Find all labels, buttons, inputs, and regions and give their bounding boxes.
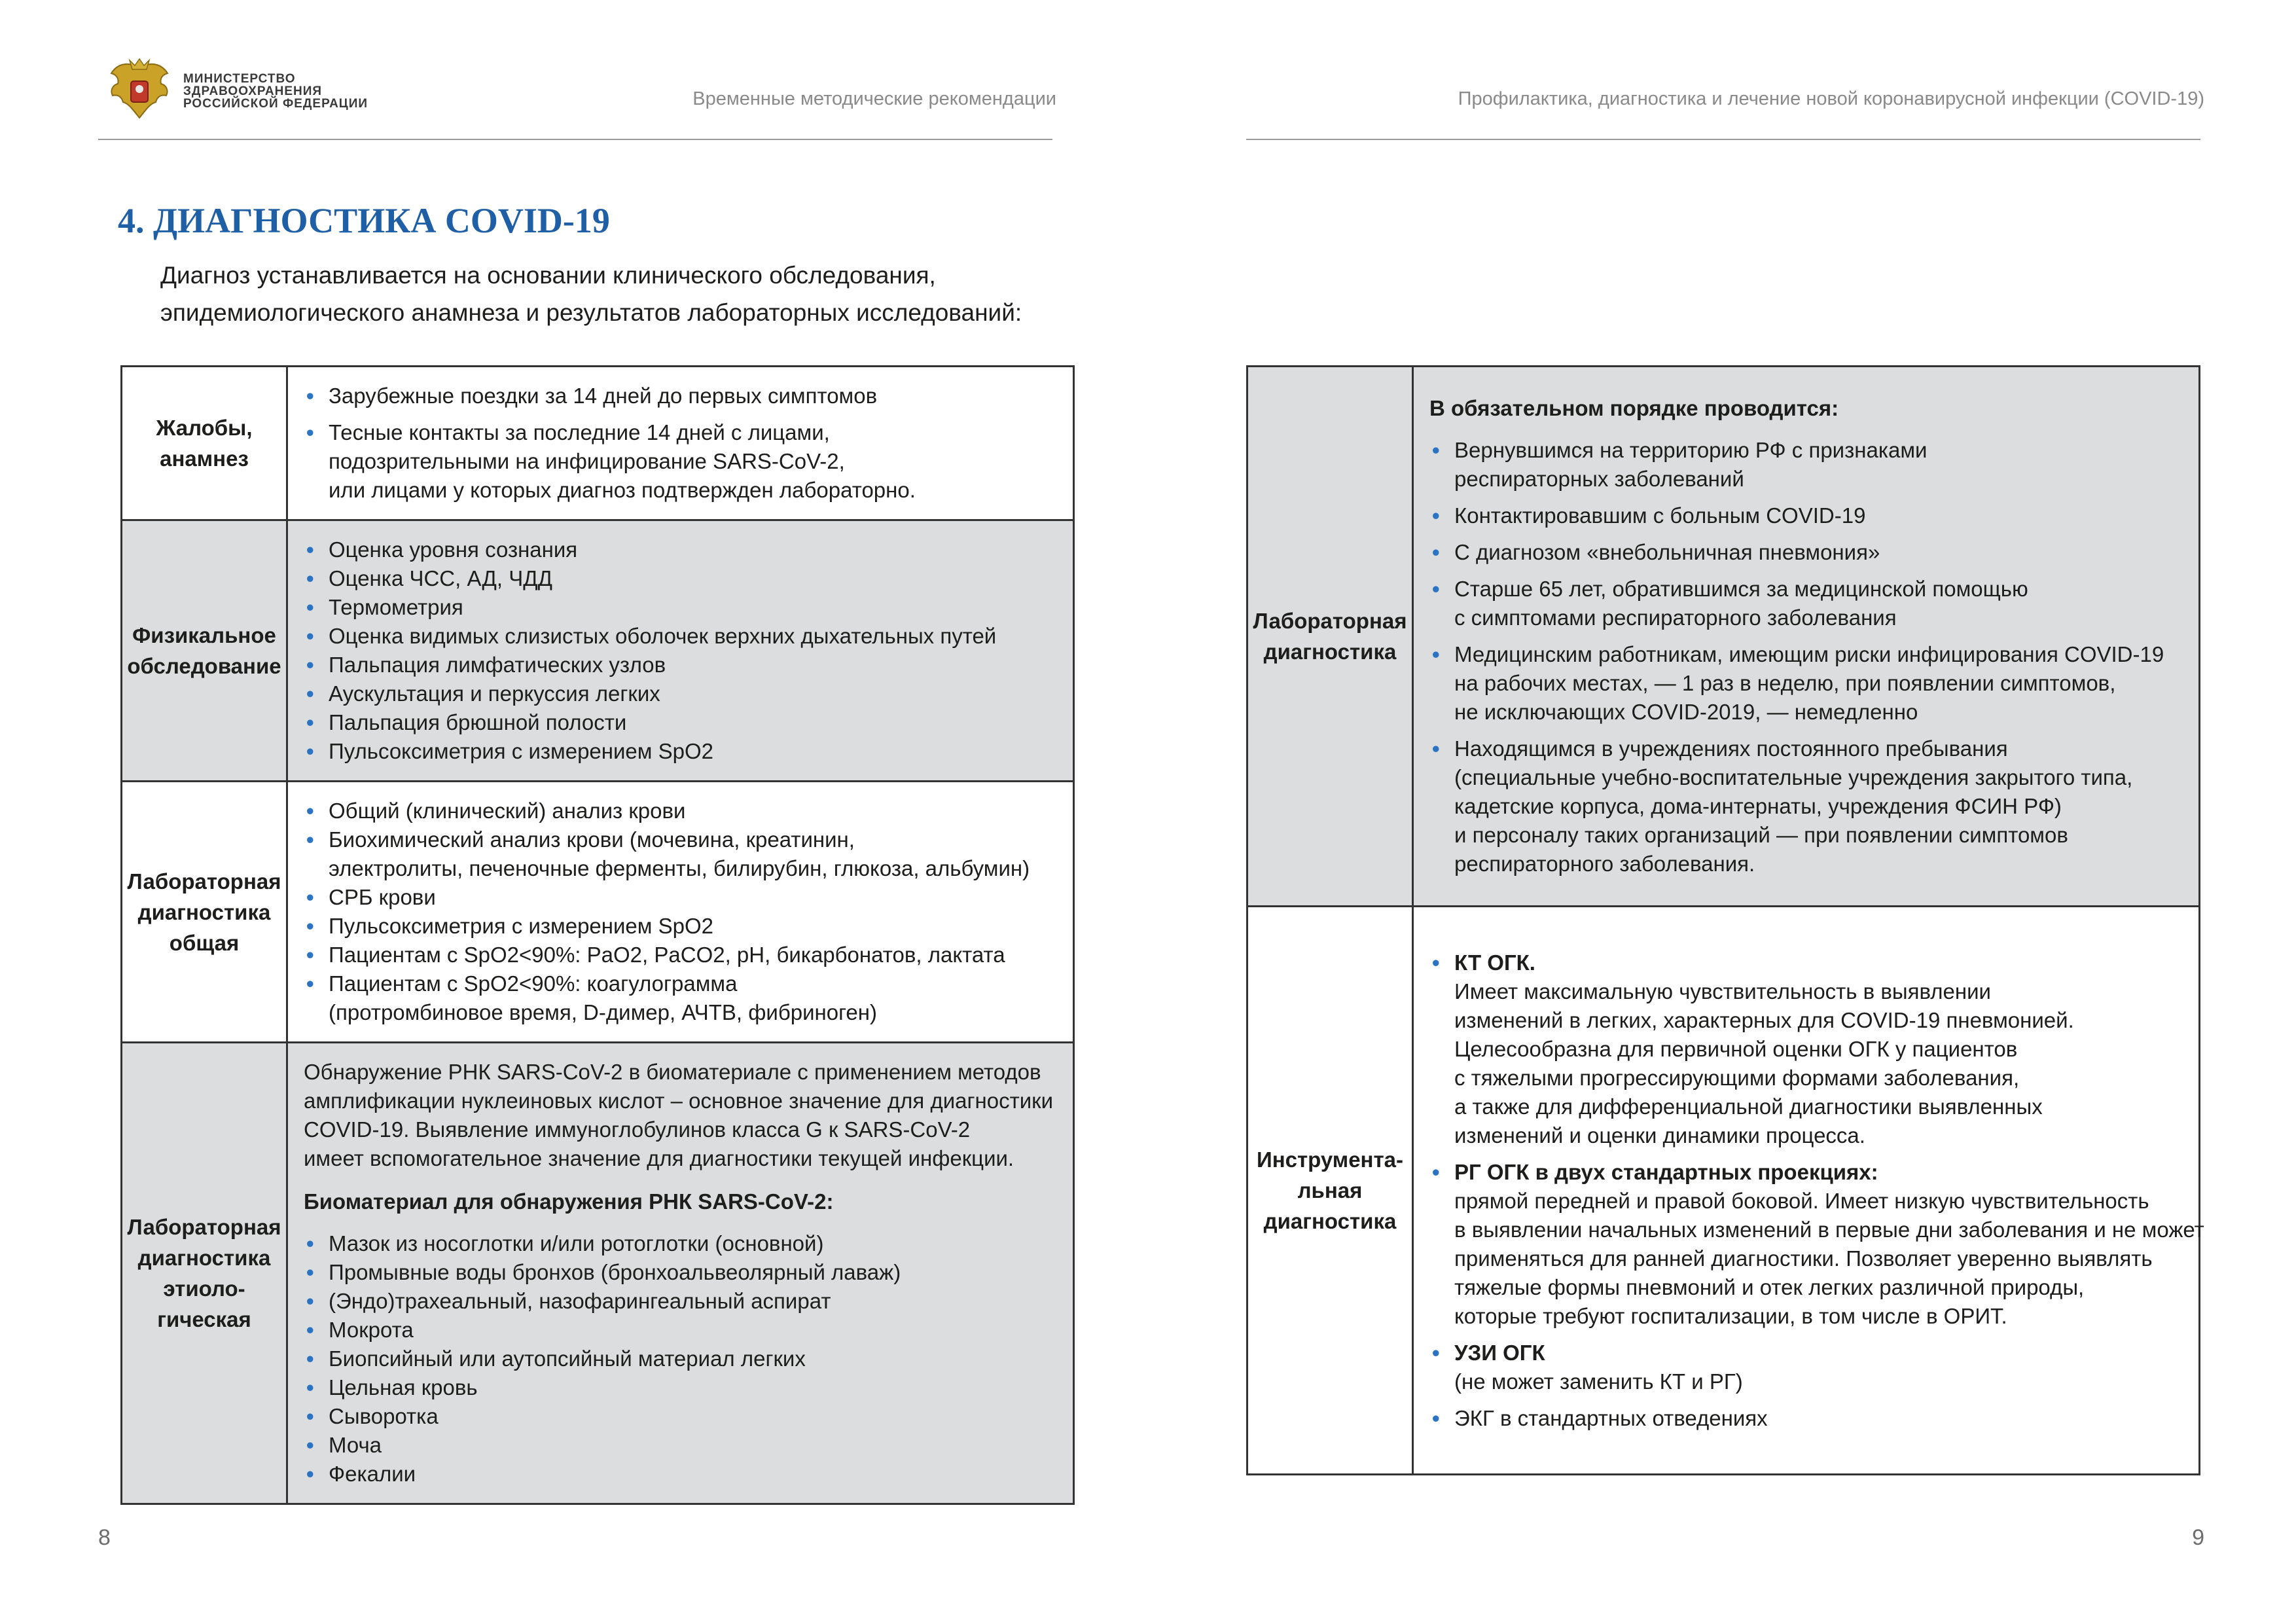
list-item [1429,640,2183,727]
label-line: льная [1297,1178,1363,1202]
item-line: • Зарубежные поездки за 14 дней до первых симптомов [329,384,878,408]
item-line: респираторных заболеваний [1454,467,1744,491]
intro-text [160,257,1022,331]
row-content [287,1043,1074,1504]
list-item [1429,575,2183,632]
item-line: с тяжелыми прогрессирующими формами заболевания, [1454,1065,2020,1090]
label-line: гическая [157,1307,251,1331]
item-line: кадетские корпуса, дома-интернаты, учреждения ФСИН РФ) [1454,794,2062,818]
item-line: (протромбиновое время, D-димер, АЧТВ, фибриноген) [329,1000,877,1024]
diagnostics-table-right [1246,365,2204,1475]
item-line: электролиты, печеночные ферменты, билирубин, глюкоза, альбумин) [329,856,1030,880]
running-head-right: Профилактика, диагностика и лечение новой коронавирусной инфекции (COVID-19) [1458,88,2204,109]
item-line: не исключающих COVID-2019, — немедленно [1454,700,1918,724]
item-line: и персоналу таких организаций — при появлении симптомов [1454,823,2068,847]
item-title: • УЗИ ОГК [1454,1340,1545,1365]
item-line: тяжелые формы пневмоний и отек легких различной природы, [1454,1274,2085,1299]
list-item: • (Эндо)трахеальный, назофарингеальный аспират [304,1287,1057,1316]
item-line: применяться для ранней диагностики. Позволяет уверенно выявлять [1454,1246,2153,1271]
list-item: • Оценка уровня сознания [304,535,1057,564]
item-title: • КТ ОГК. [1454,950,1535,975]
row-label [122,782,287,1043]
row-label [122,520,287,782]
item-line: • Пациентам с SpO2<90%: коагулограмма [329,971,738,996]
list-item: • Аускультация и перкуссия легких [304,679,1057,708]
paragraph-line: Обнаружение РНК SARS-CoV-2 в биоматериале с применением методов [304,1060,1041,1084]
list-item [304,969,1057,1027]
label-line: Лабораторная [127,869,281,893]
item-line: на рабочих местах, — 1 раз в неделю, при появлении симптомов, [1454,671,2116,695]
label-line: обследование [127,654,281,678]
label-line: общая [169,930,240,955]
list-item [1429,538,2183,567]
ministry-line: ЗДРАВООХРАНЕНИЯ [183,84,323,98]
ministry-logo [103,55,368,127]
list-item: • Пальпация брюшной полости [304,708,1057,737]
right-page [1148,0,2296,1624]
table-row [1247,907,2200,1475]
item-line: • Медицинским работникам, имеющим риски инфицирования COVID-19 [1454,642,2164,666]
row-label [122,1043,287,1504]
item-line: • ЭКГ в стандартных отведениях [1454,1405,1768,1430]
label-line: диагностика [137,899,271,924]
label-line: диагностика [1263,1209,1397,1233]
label-line: Физикальное [132,623,276,647]
item-line: изменений в легких, характерных для COVID-19 пневмонией. [1454,1007,2074,1032]
label-line: этиоло- [163,1276,245,1301]
list-item [1429,734,2183,878]
list-item: • Сыворотка [304,1402,1057,1431]
list-item [1429,501,2183,530]
label-line: Жалобы, [156,416,253,440]
etiology-paragraph [304,1058,1057,1173]
row-label [1247,367,1413,907]
paragraph-line: COVID-19. Выявление иммуноглобулинов класса G к SARS-CoV-2 [304,1117,971,1142]
page-number-left: 8 [98,1525,111,1550]
item-line: • Биохимический анализ крови (мочевина, креатинин, [329,827,855,852]
section-title: 4. ДИАГНОСТИКА COVID-19 [118,201,610,240]
paragraph-line: амплификации нуклеиновых кислот – основное значение для диагностики [304,1089,1054,1113]
label-line: Лабораторная [127,1215,281,1239]
item-line: • Пациентам с SpO2<90%: PaO2, PaCO2, pH, бикарбонатов, лактата [329,943,1005,967]
list-item: • Цельная кровь [304,1373,1057,1402]
paragraph-line: имеет вспомогательное значение для диагностики текущей инфекции. [304,1146,1014,1170]
row-content [287,782,1074,1043]
item-line: (не может заменить КТ и РГ) [1454,1369,1743,1394]
item-line: • Контактировавшим с больным COVID-19 [1454,503,1866,528]
list-item: • Пульсоксиметрия с измерением SpO2 [304,737,1057,766]
row-content [287,520,1074,782]
item-line: • С диагнозом «внебольничная пневмония» [1454,540,1880,564]
list-item [304,883,1057,912]
table-row [122,520,1074,782]
item-line: прямой передней и правой боковой. Имеет низкую чувствительность [1454,1188,2149,1213]
list-item: • Мазок из носоглотки и/или ротоглотки (основной) [304,1229,1057,1258]
item-line: (специальные учебно-воспитательные учреждения закрытого типа, [1454,765,2133,789]
row-label [1247,907,1413,1475]
intro-line: эпидемиологического анамнеза и результатов лабораторных исследований: [160,299,1022,326]
header-rule [98,139,1052,140]
list-item [304,418,1057,505]
intro-line: Диагноз устанавливается на основании клинического обследования, [160,262,936,289]
list-item [1429,436,2183,494]
list-item [304,825,1057,883]
list-item [304,382,1057,410]
list-item [304,941,1057,969]
mandatory-subheading: В обязательном порядке проводится: [1429,396,1839,420]
table-row [1247,367,2200,907]
diagnostics-table-left [120,365,1075,1505]
item-line: респираторного заболевания. [1454,852,1755,876]
item-line: • Тесные контакты за последние 14 дней с лицами, [329,420,830,444]
item-line: в выявлении начальных изменений в первые дни заболевания и не может [1454,1217,2204,1242]
label-line: Инструмента- [1256,1147,1403,1172]
item-line: • Старше 65 лет, обратившимся за медицинской помощью [1454,577,2028,601]
list-item: • Термометрия [304,593,1057,622]
item-line: • СРБ крови [329,885,436,909]
page-number-right: 9 [2192,1525,2204,1550]
item-line: которые требуют госпитализации, в том числе в ОРИТ. [1454,1303,2007,1328]
item-line: • Пульсоксиметрия с измерением SpO2 [329,914,714,938]
list-item: • Биопсийный или аутопсийный материал легких [304,1344,1057,1373]
row-content [1413,907,2204,1475]
list-item: • Мокрота [304,1316,1057,1344]
ministry-line: МИНИСТЕРСТВО [183,71,296,86]
row-content [1413,367,2200,907]
list-item [304,797,1057,825]
ministry-line: РОССИЙСКОЙ ФЕДЕРАЦИИ [183,96,368,111]
list-item [1429,1158,2204,1331]
list-item: • Пальпация лимфатических узлов [304,651,1057,679]
item-line: или лицами у которых диагноз подтвержден лабораторно. [329,478,916,502]
coat-of-arms-icon [103,55,175,127]
list-item [304,912,1057,941]
label-line: диагностика [137,1246,271,1270]
item-line: • Общий (клинический) анализ крови [329,799,686,823]
item-line: изменений и оценки динамики процесса. [1454,1123,1865,1147]
running-head-left: Временные методические рекомендации [692,88,1056,109]
item-line: а также для дифференциальной диагностики выявленных [1454,1094,2043,1119]
list-item [1429,1404,2183,1433]
list-item [1429,1339,2183,1396]
item-line: • Находящимся в учреждениях постоянного пребывания [1454,736,2008,761]
item-line: Целесообразна для первичной оценки ОГК у пациентов [1454,1036,2018,1061]
item-line: с симптомами респираторного заболевания [1454,605,1897,630]
item-line: • Вернувшимся на территорию РФ с признаками [1454,438,1928,462]
list-item [1429,948,2183,1150]
header-rule [1246,139,2200,140]
list-item: • Моча [304,1431,1057,1460]
label-line: диагностика [1263,640,1397,664]
item-line: подозрительными на инфицирование SARS-CoV-2, [329,449,845,473]
table-row [122,1043,1074,1504]
item-title: • РГ ОГК в двух стандартных проекциях: [1454,1159,1878,1184]
table-row [122,782,1074,1043]
label-line: Лабораторная [1253,609,1407,633]
list-item: • Фекалии [304,1460,1057,1489]
label-line: анамнез [160,446,249,471]
biomaterial-subheading: Биоматериал для обнаружения РНК SARS-CoV-2: [304,1189,834,1214]
list-item: • Промывные воды бронхов (бронхоальвеолярный лаваж) [304,1258,1057,1287]
table-row [122,367,1074,520]
row-label [122,367,287,520]
row-content [287,367,1074,520]
item-line: Имеет максимальную чувствительность в выявлении [1454,979,1991,1003]
list-item: • Оценка видимых слизистых оболочек верхних дыхательных путей [304,622,1057,651]
list-item: • Оценка ЧСС, АД, ЧДД [304,564,1057,593]
